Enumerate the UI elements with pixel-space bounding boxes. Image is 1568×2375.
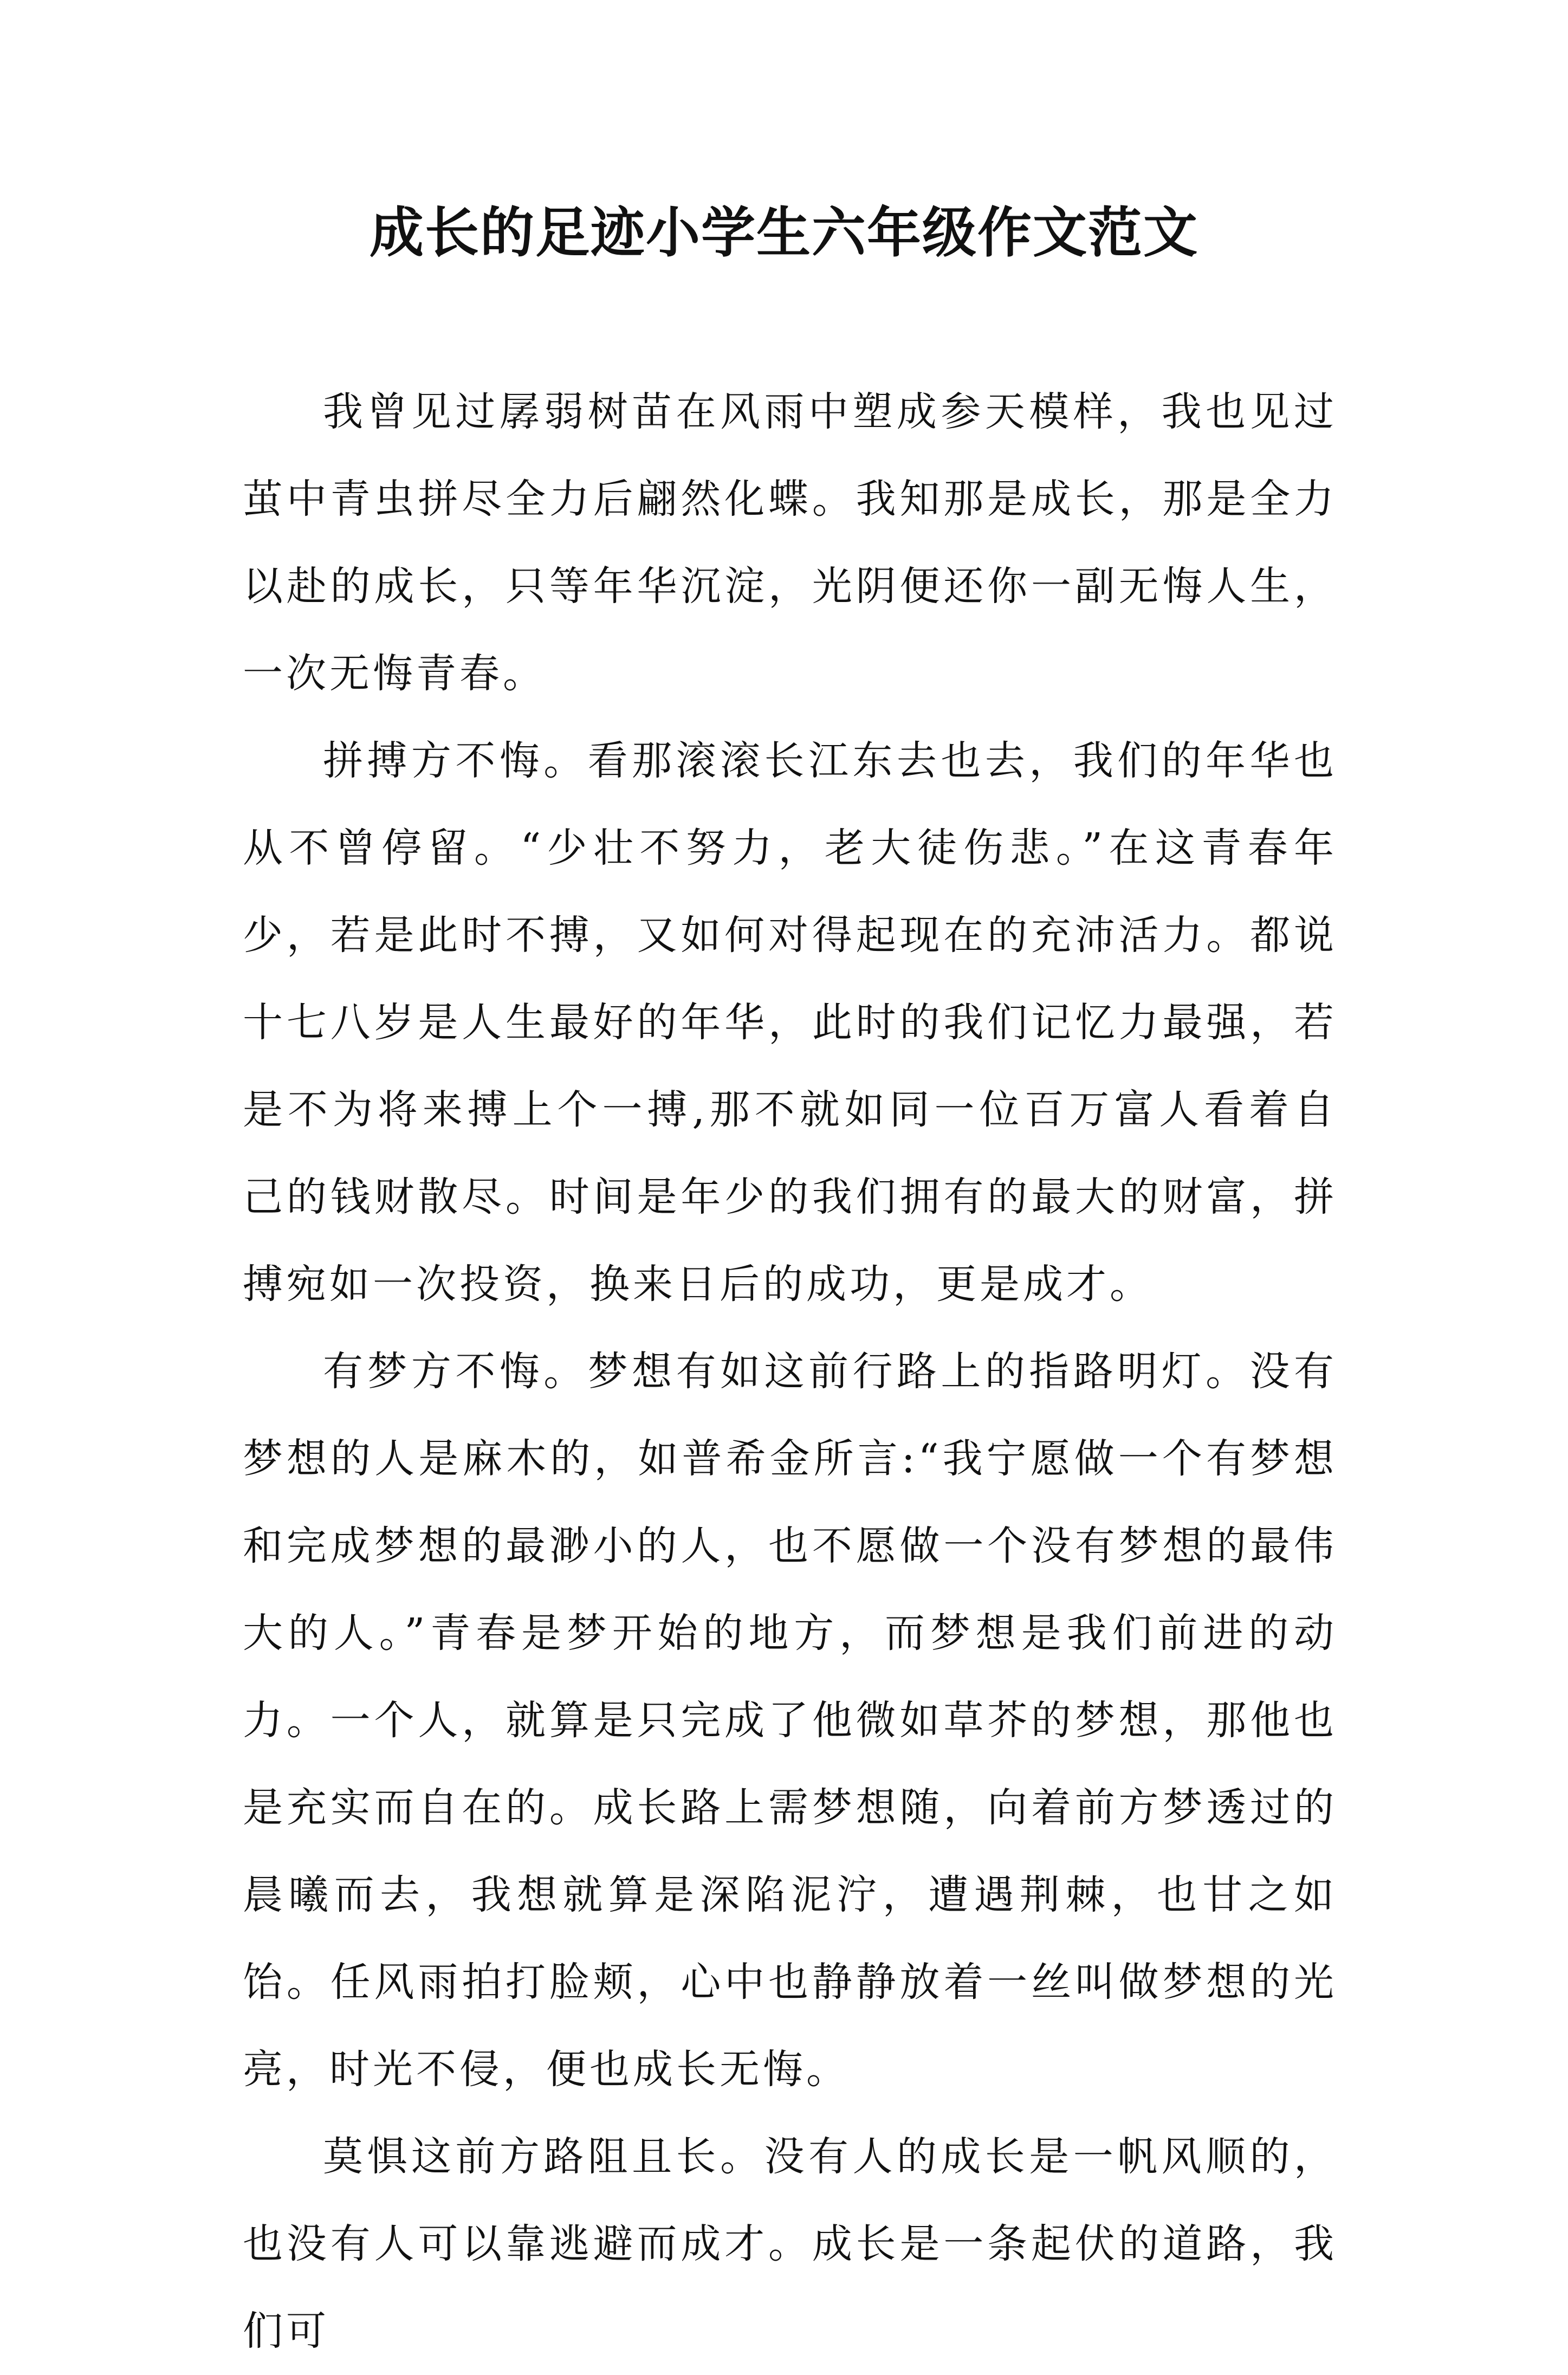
document-title: 成长的足迹小学生六年级作文范文 — [370, 201, 1198, 264]
document-body — [243, 368, 1337, 2375]
paragraph-2: 拼搏方不悔。看那滚滚长江东去也去，我们的年华也从不曾停留。“少壮不努力，老大徒伤悲。”在这青春年少，若是此时不搏，又如何对得起现在的充沛活力。都说十七八岁是人生最好的年华，此时的我们记忆力最强，若是不为将来搏上个一搏,那不就如同一位百万富人看着自己的钱财散尽。时间是年少的我们拥有的最大的财富，拼搏宛如一次投资，换来日后的成功，更是成才。 — [243, 737, 1337, 1308]
paragraph-3: 有梦方不悔。梦想有如这前行路上的指路明灯。没有梦想的人是麻木的，如普希金所言:“我宁愿做一个有梦想和完成梦想的最渺小的人，也不愿做一个没有梦想的最伟大的人。”青春是梦开始的地方，而梦想是我们前进的动力。一个人，就算是只完成了他微如草芥的梦想，那他也是充实而自在的。成长路上需梦想随，向着前方梦透过的晨曦而去，我想就算是深陷泥泞，遭遇荆棘，也甘之如饴。任风雨拍打脸颊，心中也静静放着一丝叫做梦想的光亮，时光不侵，便也成长无悔。 — [243, 1348, 1337, 2093]
paragraph-1: 我曾见过孱弱树苗在风雨中塑成参天模样，我也见过茧中青虫拼尽全力后翩然化蝶。我知那是成长，那是全力以赴的成长，只等年华沉淀，光阴便还你一副无悔人生，一次无悔青春。 — [243, 389, 1337, 697]
paragraph-4: 莫惧这前方路阻且长。没有人的成长是一帆风顺的，也没有人可以靠逃避而成才。成长是一条起伏的道路，我们可 — [243, 2133, 1337, 2354]
